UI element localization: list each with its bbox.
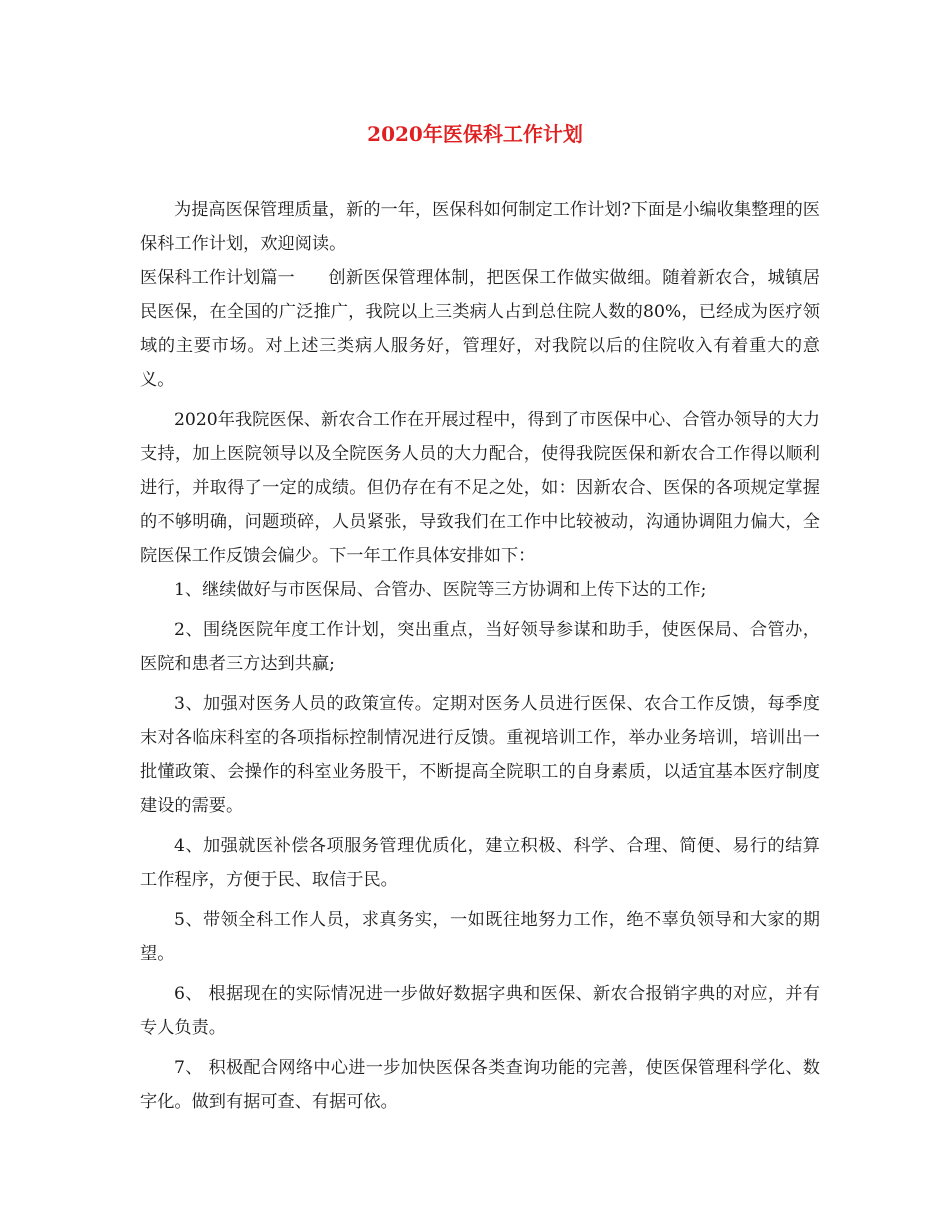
list-item-6: 6、 根据现在的实际情况进一步做好数据字典和医保、新农合报销字典的对应，并有专人负责。 <box>140 984 820 1038</box>
section-one-paragraph <box>140 261 820 397</box>
list-item-2: 2、围绕医院年度工作计划，突出重点，当好领导参谋和助手，使医保局、合管办，医院和患者三方达到共赢; <box>140 620 820 674</box>
paragraph-2020: 2020年我院医保、新农合工作在开展过程中，得到了市医保中心、合管办领导的大力支持，加上医院领导以及全院医务人员的大力配合，使得我院医保和新农合工作得以顺利进行，并取得了一定的成绩。但仍存在有不足之处，如：因新农合、医保的各项规定掌握的不够明确，问题琐碎，人员紧张，导致我们在工作中比较被动，沟通协调阻力偏大，全院医保工作反馈会偏少。下一年工作具体安排如下： <box>140 410 820 566</box>
document-body <box>140 193 820 1119</box>
list-item-5: 5、带领全科工作人员，求真务实，一如既往地努力工作，绝不辜负领导和大家的期望。 <box>140 910 820 964</box>
list-item-7: 7、 积极配合网络中心进一步加快医保各类查询功能的完善，使医保管理科学化、数字化。做到有据可查、有据可依。 <box>140 1058 820 1112</box>
section-one-text: 创新医保管理体制，把医保工作做实做细。随着新农合，城镇居民医保，在全国的广泛推广，我院以上三类病人占到总住院人数的80%，已经成为医疗领域的主要市场。对上述三类病人服务好，管理好，对我院以后的住院收入有着重大的意义。 <box>140 268 820 390</box>
document-title: 2020年医保科工作计划 <box>367 122 583 146</box>
section-label: 医保科工作计划篇一 <box>140 268 295 288</box>
intro-paragraph: 为提高医保管理质量，新的一年，医保科如何制定工作计划?下面是小编收集整理的医保科工作计划，欢迎阅读。 <box>140 200 820 254</box>
list-item-1: 1、继续做好与市医保局、合管办、医院等三方协调和上传下达的工作; <box>174 580 707 600</box>
list-item-3: 3、加强对医务人员的政策宣传。定期对医务人员进行医保、农合工作反馈，每季度末对各临床科室的各项指标控制情况进行反馈。重视培训工作，举办业务培训，培训出一批懂政策、会操作的科室业务股干，不断提高全院职工的自身素质，以适宜基本医疗制度建设的需要。 <box>140 694 820 816</box>
list-item-4: 4、加强就医补偿各项服务管理优质化，建立积极、科学、合理、简便、易行的结算工作程序，方便于民、取信于民。 <box>140 836 820 890</box>
